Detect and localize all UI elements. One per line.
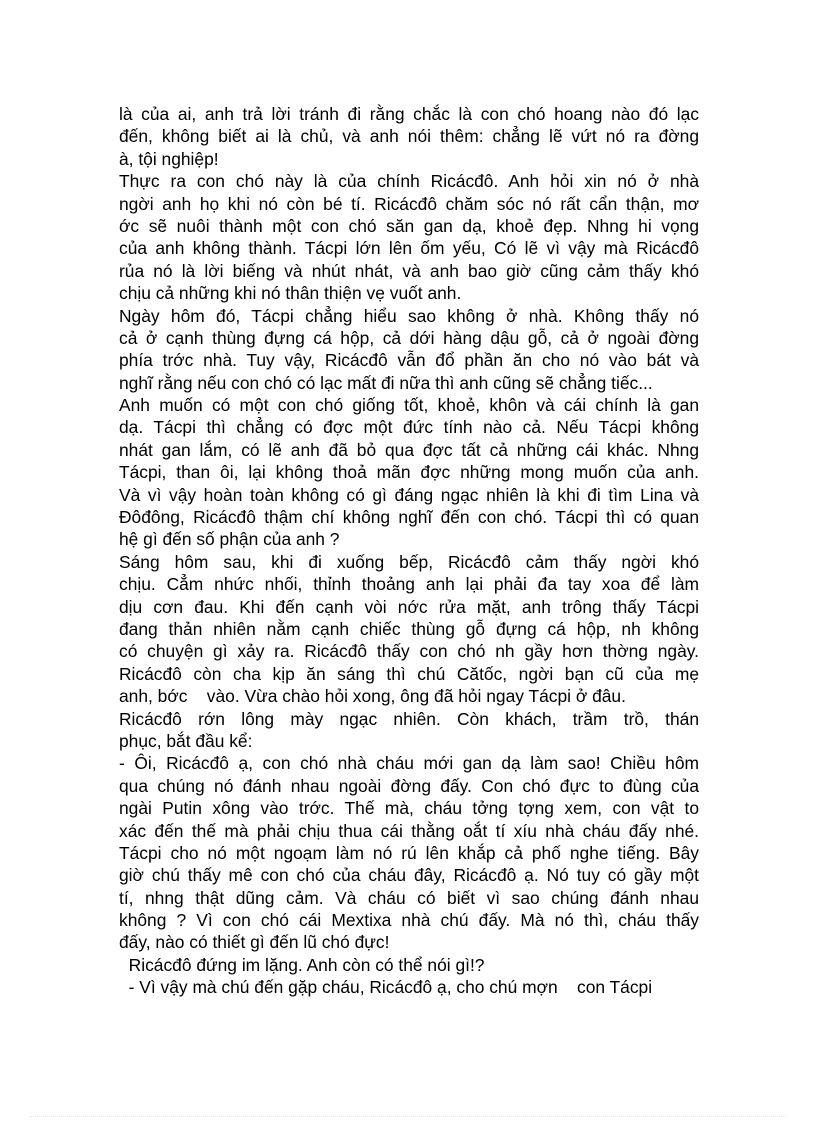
text-line: rủa nó là lời biếng và nhút nhát, và anh bao giờ cũng cảm thấy khó	[119, 260, 699, 281]
text-line: xác đến thế mà phải chịu thua cái thằng oắt tí xíu nhà cháu đấy nhé.	[119, 820, 699, 841]
text-line: nhát gan lắm, có lẽ anh đã bỏ qua đợc tất cả những cái khác. Nhng	[119, 439, 699, 460]
text-line: - Ôi, Ricácđô ạ, con chó nhà cháu mới gan dạ làm sao! Chiều hôm	[119, 753, 699, 774]
text-line: - Vì vậy mà chú đến gặp cháu, Ricácđô ạ, cho chú mợn con Tácpi	[119, 977, 653, 998]
text-line: qua chúng nó đánh nhau ngoài đờng đấy. Con chó đực to đùng của	[119, 775, 699, 796]
text-line: dạ. Tácpi thì chẳng có đợc một đức tính nào cả. Nếu Tácpi không	[119, 417, 699, 438]
text-line: chịu cả những khi nó thân thiện vẹ vuốt anh.	[119, 283, 462, 304]
text-line: à, tội nghiệp!	[119, 148, 219, 169]
text-line: phía trớc nhà. Tuy vậy, Ricácđô vẫn đổ phần ăn cho nó vào bát và	[119, 350, 699, 371]
text-line: Ricácđô rớn lông mày ngạc nhiên. Còn khách, trầm trồ, thán	[119, 708, 699, 729]
text-line: giờ chú thấy mê con chó của cháu đây, Ricácđô ạ. Nó tuy có gầy một	[119, 865, 699, 886]
text-line: ngời anh họ khi nó còn bé tí. Ricácđô chăm sóc nó rất cẩn thận, mơ	[119, 193, 699, 214]
text-line: Ngày hôm đó, Tácpi chẳng hiểu sao không ở nhà. Không thấy nó	[119, 305, 699, 326]
text-line: dịu cơn đau. Khi đến cạnh vòi nớc rửa mặt, anh trông thấy Tácpi	[119, 596, 699, 617]
text-line: đến, không biết ai là chủ, và anh nói thêm: chẳng lẽ vứt nó ra đờng	[119, 126, 699, 147]
body-text	[119, 103, 699, 999]
text-line: Anh muốn có một con chó giống tốt, khoẻ, khôn và cái chính là gan	[119, 395, 699, 416]
text-line: đấy, nào có thiết gì đến lũ chó đực!	[119, 932, 390, 953]
text-line: chịu. Cẳm nhức nhối, thỉnh thoảng anh lại phải đa tay xoa để làm	[119, 574, 699, 595]
text-line: phục, bắt đầu kể:	[119, 730, 253, 751]
text-line: ngài Putin xông vào trớc. Thế mà, cháu tởng tợng xem, con vật to	[119, 798, 699, 819]
text-line: Và vì vậy hoàn toàn không có gì đáng ngạc nhiên là khi đi tìm Lina và	[119, 484, 699, 505]
text-line: anh, bớc vào. Vừa chào hỏi xong, ông đã hỏi ngay Tácpi ở đâu.	[119, 686, 626, 707]
text-line: tí, nhng thật dũng cảm. Và cháu có biết vì sao chúng đánh nhau	[119, 887, 699, 908]
text-line: Sáng hôm sau, khi đi xuống bếp, Ricácđô cảm thấy ngời khó	[119, 551, 699, 572]
text-line: Ricácđô còn cha kịp ăn sáng thì chú Cătốc, ngời bạn cũ của mẹ	[119, 663, 699, 684]
text-line: ớc sẽ nuôi thành một con chó săn gan dạ, khoẻ đẹp. Nhng hi vọng	[119, 215, 699, 236]
text-line: nghĩ rằng nếu con chó có lạc mất đi nữa thì anh cũng sẽ chẳng tiếc...	[119, 372, 653, 393]
text-line: Tácpi cho nó một ngoạm làm nó rú lên khắp cả phố nghe tiếng. Bây	[119, 842, 699, 863]
text-line: Tácpi, than ôi, lại không thoả mãn đợc những mong muốn của anh.	[119, 462, 699, 483]
text-line: Đôđông, Ricácđô thậm chí không nghĩ đến con chó. Tácpi thì có quan	[119, 507, 699, 528]
text-line: Ricácđô đứng im lặng. Anh còn có thể nói gì!?	[119, 954, 485, 975]
text-line: hệ gì đến số phận của anh ?	[119, 529, 340, 550]
text-line: không ? Vì con chó cái Mextixa nhà chú đấy. Mà nó thì, cháu thấy	[119, 910, 699, 931]
text-line: cả ở cạnh thùng đựng cá hộp, cả dới hàng dậu gỗ, cả ở ngoài đờng	[119, 327, 699, 348]
text-line: Thực ra con chó này là của chính Ricácđô. Anh hỏi xin nó ở nhà	[119, 171, 699, 192]
text-line: của anh không thành. Tácpi lớn lên ốm yếu, Có lẽ vì vậy mà Ricácđô	[119, 238, 699, 259]
text-line: có chuyện gì xảy ra. Ricácđô thấy con chó nh gầy hơn thờng ngày.	[119, 641, 699, 662]
text-line: là của ai, anh trả lời tránh đi rằng chắc là con chó hoang nào đó lạc	[119, 104, 699, 124]
page-bottom-rule	[30, 1116, 786, 1117]
text-line: đang thản nhiên nằm cạnh chiếc thùng gỗ đựng cá hộp, nh không	[119, 618, 699, 639]
